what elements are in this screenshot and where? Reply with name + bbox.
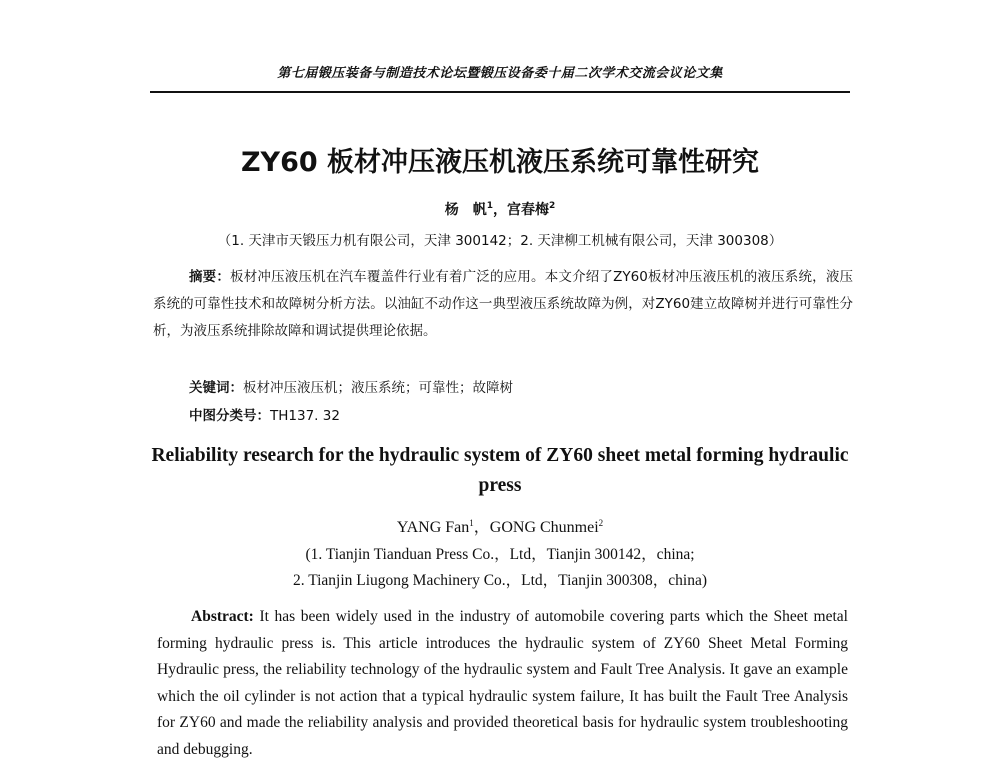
chinese-abstract-label: 摘要： xyxy=(189,269,231,285)
english-authors xyxy=(0,514,1000,537)
chinese-abstract xyxy=(153,264,853,345)
classification-number xyxy=(189,404,340,424)
classification-label: 中图分类号： xyxy=(189,408,270,424)
author-2-name: 宫春梅 xyxy=(507,202,549,218)
classification-value: TH137. 32 xyxy=(270,408,340,424)
english-author-2-mark: 2 xyxy=(598,518,604,528)
author-2-mark: 2 xyxy=(549,201,556,211)
english-author-1-name: YANG Fan xyxy=(396,519,470,536)
chinese-keywords-text: 板材冲压液压机；液压系统；可靠性；故障树 xyxy=(243,380,513,396)
chinese-affiliation: （1. 天津市天锻压力机有限公司，天津 300142；2. 天津柳工机械有限公司，天津 300308） xyxy=(217,233,783,249)
chinese-keywords-label: 关键词： xyxy=(189,380,243,396)
chinese-authors xyxy=(0,199,1000,219)
chinese-keywords xyxy=(189,376,513,396)
english-abstract-label: Abstract: xyxy=(191,608,254,625)
running-header: 第七届锻压装备与制造技术论坛暨锻压设备委十届二次学术交流会议论文集 xyxy=(277,66,723,81)
author-1-name: 杨 帆 xyxy=(444,202,487,218)
english-abstract-text: It has been widely used in the industry of automobile covering parts which the Sheet metal forming hydraulic press is. This article introduces the hydraulic system of ZY60 Sheet Metal Forming Hydraulic press, the reliability technology of the hydraulic system and Fault Tree Analysis. It gave an example which the oil cylinder is not action that a typical hydraulic system failure, It has built the Fault Tree Analysis for ZY60 and made the reliability analysis and provided theoretical basis for hydraulic system troubleshooting and debugging. xyxy=(157,608,848,758)
english-abstract xyxy=(157,604,848,760)
chinese-title: ZY60 板材冲压液压机液压系统可靠性研究 xyxy=(240,147,760,178)
english-affiliation-line-1: (1. Tianjin Tianduan Press Co.，Ltd，Tianjin 300142，china; xyxy=(305,546,695,563)
english-author-1-mark: 1 xyxy=(469,518,474,528)
english-affiliation-line-2: 2. Tianjin Liugong Machinery Co.，Ltd，Tianjin 300308，china) xyxy=(292,572,708,589)
header-rule xyxy=(150,91,850,93)
english-title: Reliability research for the hydraulic system of ZY60 sheet metal forming hydraulic press xyxy=(151,445,849,496)
author-1-mark: 1 xyxy=(486,201,493,211)
english-author-2-name: GONG Chunmei xyxy=(489,519,599,536)
author-separator: ， xyxy=(493,202,507,218)
chinese-abstract-text: 板材冲压液压机在汽车覆盖件行业有着广泛的应用。本文介绍了ZY60板材冲压液压机的液压系统，液压系统的可靠性技术和故障树分析方法。以油缸不动作这一典型液压系统故障为例，对ZY60建立故障树并进行可靠性分析，为液压系统排除故障和调试提供理论依据。 xyxy=(153,269,854,339)
english-author-separator: ， xyxy=(473,519,490,536)
